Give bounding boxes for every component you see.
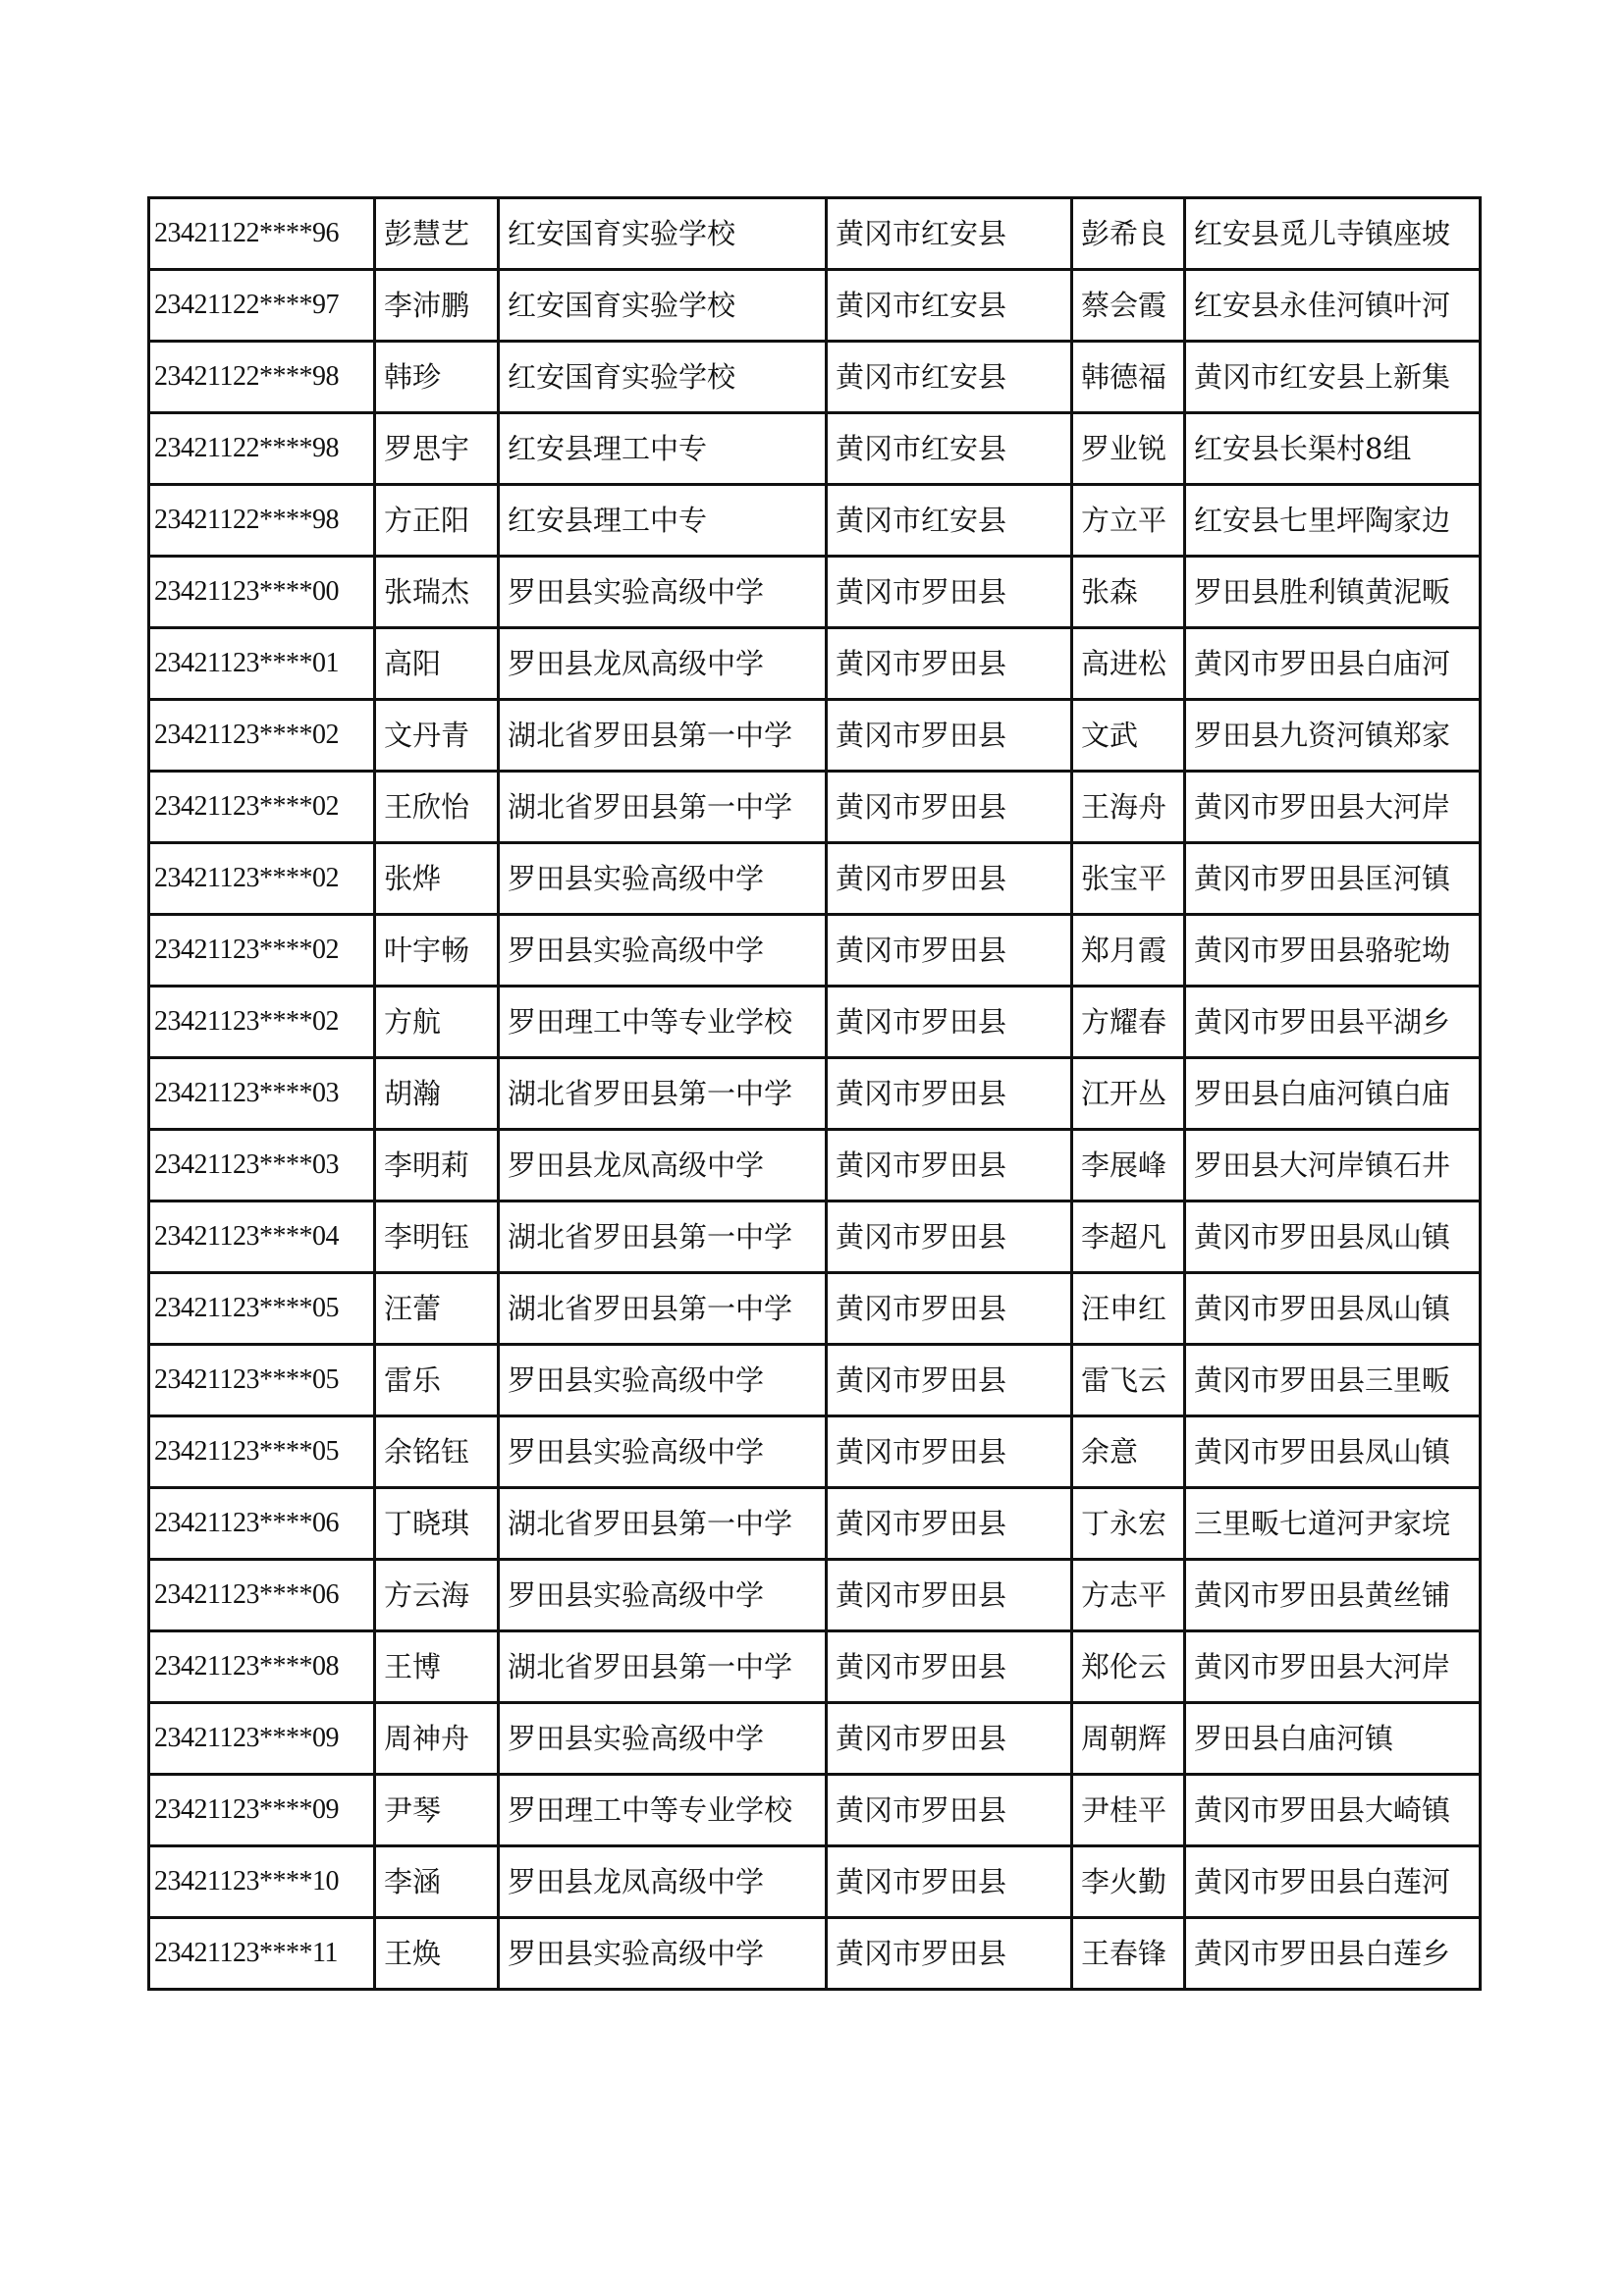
student-id-cell: 23421122****98 bbox=[149, 342, 375, 413]
table-row bbox=[149, 915, 1481, 987]
table-row bbox=[149, 1273, 1481, 1345]
region-cell: 黄冈市罗田县 bbox=[827, 1488, 1072, 1560]
guardian-cell: 李超凡 bbox=[1072, 1201, 1185, 1273]
region-cell: 黄冈市红安县 bbox=[827, 342, 1072, 413]
student-id-cell: 23421123****03 bbox=[149, 1130, 375, 1201]
school-cell: 罗田县实验高级中学 bbox=[499, 1560, 827, 1631]
student-id-cell: 23421123****01 bbox=[149, 628, 375, 700]
guardian-cell: 方立平 bbox=[1072, 485, 1185, 557]
region-cell: 黄冈市罗田县 bbox=[827, 987, 1072, 1058]
address-cell: 黄冈市罗田县匡河镇 bbox=[1185, 843, 1481, 915]
student-name-cell: 李明莉 bbox=[375, 1130, 499, 1201]
school-cell: 罗田县实验高级中学 bbox=[499, 557, 827, 628]
student-name-cell: 张烨 bbox=[375, 843, 499, 915]
region-cell: 黄冈市罗田县 bbox=[827, 772, 1072, 843]
student-id-cell: 23421123****05 bbox=[149, 1273, 375, 1345]
student-id-cell: 23421123****05 bbox=[149, 1345, 375, 1416]
guardian-cell: 郑伦云 bbox=[1072, 1631, 1185, 1703]
address-cell: 红安县长渠村8组 bbox=[1185, 413, 1481, 485]
address-cell: 红安县永佳河镇叶河 bbox=[1185, 270, 1481, 342]
student-id-cell: 23421122****97 bbox=[149, 270, 375, 342]
student-name-cell: 雷乐 bbox=[375, 1345, 499, 1416]
guardian-cell: 雷飞云 bbox=[1072, 1345, 1185, 1416]
table-row bbox=[149, 413, 1481, 485]
table-row bbox=[149, 485, 1481, 557]
guardian-cell: 余意 bbox=[1072, 1416, 1185, 1488]
guardian-cell: 高进松 bbox=[1072, 628, 1185, 700]
school-cell: 罗田理工中等专业学校 bbox=[499, 987, 827, 1058]
address-cell: 黄冈市罗田县骆驼坳 bbox=[1185, 915, 1481, 987]
student-name-cell: 王欣怡 bbox=[375, 772, 499, 843]
school-cell: 湖北省罗田县第一中学 bbox=[499, 700, 827, 772]
table-row bbox=[149, 1775, 1481, 1846]
student-name-cell: 罗思宇 bbox=[375, 413, 499, 485]
student-name-cell: 余铭钰 bbox=[375, 1416, 499, 1488]
table-row bbox=[149, 1345, 1481, 1416]
region-cell: 黄冈市罗田县 bbox=[827, 1416, 1072, 1488]
region-cell: 黄冈市罗田县 bbox=[827, 1846, 1072, 1918]
address-cell: 黄冈市罗田县白庙河 bbox=[1185, 628, 1481, 700]
guardian-cell: 丁永宏 bbox=[1072, 1488, 1185, 1560]
student-name-cell: 叶宇畅 bbox=[375, 915, 499, 987]
address-cell: 三里畈七道河尹家垸 bbox=[1185, 1488, 1481, 1560]
school-cell: 湖北省罗田县第一中学 bbox=[499, 1058, 827, 1130]
guardian-cell: 李火勤 bbox=[1072, 1846, 1185, 1918]
student-name-cell: 丁晓琪 bbox=[375, 1488, 499, 1560]
region-cell: 黄冈市红安县 bbox=[827, 413, 1072, 485]
table-row bbox=[149, 557, 1481, 628]
student-roster-table bbox=[147, 196, 1482, 1991]
guardian-cell: 文武 bbox=[1072, 700, 1185, 772]
student-id-cell: 23421123****05 bbox=[149, 1416, 375, 1488]
address-cell: 黄冈市罗田县大河岸 bbox=[1185, 772, 1481, 843]
table-row bbox=[149, 198, 1481, 270]
region-cell: 黄冈市罗田县 bbox=[827, 628, 1072, 700]
region-cell: 黄冈市罗田县 bbox=[827, 1631, 1072, 1703]
region-cell: 黄冈市罗田县 bbox=[827, 700, 1072, 772]
region-cell: 黄冈市红安县 bbox=[827, 198, 1072, 270]
student-id-cell: 23421123****04 bbox=[149, 1201, 375, 1273]
guardian-cell: 周朝辉 bbox=[1072, 1703, 1185, 1775]
school-cell: 罗田县实验高级中学 bbox=[499, 843, 827, 915]
table-row bbox=[149, 700, 1481, 772]
school-cell: 罗田县龙凤高级中学 bbox=[499, 628, 827, 700]
school-cell: 湖北省罗田县第一中学 bbox=[499, 772, 827, 843]
school-cell: 罗田县实验高级中学 bbox=[499, 915, 827, 987]
address-cell: 黄冈市罗田县三里畈 bbox=[1185, 1345, 1481, 1416]
school-cell: 红安国育实验学校 bbox=[499, 270, 827, 342]
student-name-cell: 彭慧艺 bbox=[375, 198, 499, 270]
region-cell: 黄冈市罗田县 bbox=[827, 1345, 1072, 1416]
school-cell: 罗田理工中等专业学校 bbox=[499, 1775, 827, 1846]
student-name-cell: 张瑞杰 bbox=[375, 557, 499, 628]
guardian-cell: 张宝平 bbox=[1072, 843, 1185, 915]
table-row bbox=[149, 1488, 1481, 1560]
student-name-cell: 方正阳 bbox=[375, 485, 499, 557]
region-cell: 黄冈市红安县 bbox=[827, 485, 1072, 557]
guardian-cell: 罗业锐 bbox=[1072, 413, 1185, 485]
address-cell: 罗田县大河岸镇石井 bbox=[1185, 1130, 1481, 1201]
address-cell: 罗田县胜利镇黄泥畈 bbox=[1185, 557, 1481, 628]
table-row bbox=[149, 1130, 1481, 1201]
school-cell: 罗田县实验高级中学 bbox=[499, 1703, 827, 1775]
school-cell: 罗田县龙凤高级中学 bbox=[499, 1846, 827, 1918]
table-row bbox=[149, 1416, 1481, 1488]
student-id-cell: 23421123****09 bbox=[149, 1775, 375, 1846]
school-cell: 罗田县实验高级中学 bbox=[499, 1345, 827, 1416]
student-id-cell: 23421122****98 bbox=[149, 413, 375, 485]
address-cell: 红安县七里坪陶家边 bbox=[1185, 485, 1481, 557]
student-id-cell: 23421123****02 bbox=[149, 915, 375, 987]
school-cell: 红安国育实验学校 bbox=[499, 198, 827, 270]
address-cell: 黄冈市罗田县白莲乡 bbox=[1185, 1918, 1481, 1990]
guardian-cell: 郑月霞 bbox=[1072, 915, 1185, 987]
guardian-cell: 彭希良 bbox=[1072, 198, 1185, 270]
school-cell: 罗田县实验高级中学 bbox=[499, 1416, 827, 1488]
table-row bbox=[149, 1846, 1481, 1918]
address-cell: 黄冈市罗田县大崎镇 bbox=[1185, 1775, 1481, 1846]
student-id-cell: 23421123****02 bbox=[149, 772, 375, 843]
table-row bbox=[149, 1560, 1481, 1631]
student-id-cell: 23421123****02 bbox=[149, 700, 375, 772]
student-id-cell: 23421123****11 bbox=[149, 1918, 375, 1990]
student-id-cell: 23421123****08 bbox=[149, 1631, 375, 1703]
student-name-cell: 方云海 bbox=[375, 1560, 499, 1631]
region-cell: 黄冈市罗田县 bbox=[827, 557, 1072, 628]
student-id-cell: 23421123****10 bbox=[149, 1846, 375, 1918]
student-name-cell: 方航 bbox=[375, 987, 499, 1058]
school-cell: 湖北省罗田县第一中学 bbox=[499, 1201, 827, 1273]
student-id-cell: 23421123****06 bbox=[149, 1488, 375, 1560]
guardian-cell: 张森 bbox=[1072, 557, 1185, 628]
student-id-cell: 23421122****98 bbox=[149, 485, 375, 557]
student-name-cell: 高阳 bbox=[375, 628, 499, 700]
address-cell: 罗田县九资河镇郑家 bbox=[1185, 700, 1481, 772]
student-id-cell: 23421123****02 bbox=[149, 843, 375, 915]
guardian-cell: 方志平 bbox=[1072, 1560, 1185, 1631]
student-name-cell: 王焕 bbox=[375, 1918, 499, 1990]
table-row bbox=[149, 1201, 1481, 1273]
region-cell: 黄冈市罗田县 bbox=[827, 1273, 1072, 1345]
region-cell: 黄冈市罗田县 bbox=[827, 1058, 1072, 1130]
address-cell: 黄冈市罗田县大河岸 bbox=[1185, 1631, 1481, 1703]
school-cell: 红安县理工中专 bbox=[499, 413, 827, 485]
region-cell: 黄冈市罗田县 bbox=[827, 1560, 1072, 1631]
table-row bbox=[149, 1058, 1481, 1130]
region-cell: 黄冈市罗田县 bbox=[827, 1130, 1072, 1201]
guardian-cell: 蔡会霞 bbox=[1072, 270, 1185, 342]
guardian-cell: 王海舟 bbox=[1072, 772, 1185, 843]
address-cell: 罗田县白庙河镇白庙 bbox=[1185, 1058, 1481, 1130]
student-name-cell: 韩珍 bbox=[375, 342, 499, 413]
region-cell: 黄冈市罗田县 bbox=[827, 915, 1072, 987]
guardian-cell: 汪申红 bbox=[1072, 1273, 1185, 1345]
school-cell: 湖北省罗田县第一中学 bbox=[499, 1273, 827, 1345]
address-cell: 黄冈市罗田县黄丝铺 bbox=[1185, 1560, 1481, 1631]
student-name-cell: 汪蕾 bbox=[375, 1273, 499, 1345]
student-name-cell: 周神舟 bbox=[375, 1703, 499, 1775]
table-row bbox=[149, 628, 1481, 700]
address-cell: 红安县觅儿寺镇座坡 bbox=[1185, 198, 1481, 270]
guardian-cell: 李展峰 bbox=[1072, 1130, 1185, 1201]
table-row bbox=[149, 843, 1481, 915]
address-cell: 黄冈市罗田县凤山镇 bbox=[1185, 1201, 1481, 1273]
guardian-cell: 方耀春 bbox=[1072, 987, 1185, 1058]
guardian-cell: 尹桂平 bbox=[1072, 1775, 1185, 1846]
table-row bbox=[149, 1918, 1481, 1990]
student-name-cell: 李沛鹏 bbox=[375, 270, 499, 342]
guardian-cell: 江开丛 bbox=[1072, 1058, 1185, 1130]
address-cell: 黄冈市罗田县凤山镇 bbox=[1185, 1273, 1481, 1345]
student-name-cell: 文丹青 bbox=[375, 700, 499, 772]
table-row bbox=[149, 1703, 1481, 1775]
student-id-cell: 23421123****03 bbox=[149, 1058, 375, 1130]
guardian-cell: 王春锋 bbox=[1072, 1918, 1185, 1990]
roster-body bbox=[149, 198, 1481, 1990]
student-id-cell: 23421123****00 bbox=[149, 557, 375, 628]
student-name-cell: 李明钰 bbox=[375, 1201, 499, 1273]
table-row bbox=[149, 987, 1481, 1058]
region-cell: 黄冈市罗田县 bbox=[827, 1918, 1072, 1990]
address-cell: 黄冈市罗田县平湖乡 bbox=[1185, 987, 1481, 1058]
address-cell: 黄冈市罗田县凤山镇 bbox=[1185, 1416, 1481, 1488]
address-cell: 黄冈市罗田县白莲河 bbox=[1185, 1846, 1481, 1918]
school-cell: 红安国育实验学校 bbox=[499, 342, 827, 413]
student-name-cell: 胡瀚 bbox=[375, 1058, 499, 1130]
address-cell: 黄冈市红安县上新集 bbox=[1185, 342, 1481, 413]
school-cell: 罗田县龙凤高级中学 bbox=[499, 1130, 827, 1201]
school-cell: 湖北省罗田县第一中学 bbox=[499, 1631, 827, 1703]
table-row bbox=[149, 772, 1481, 843]
table-row bbox=[149, 1631, 1481, 1703]
guardian-cell: 韩德福 bbox=[1072, 342, 1185, 413]
region-cell: 黄冈市罗田县 bbox=[827, 1775, 1072, 1846]
school-cell: 罗田县实验高级中学 bbox=[499, 1918, 827, 1990]
student-name-cell: 尹琴 bbox=[375, 1775, 499, 1846]
student-id-cell: 23421123****02 bbox=[149, 987, 375, 1058]
region-cell: 黄冈市红安县 bbox=[827, 270, 1072, 342]
school-cell: 湖北省罗田县第一中学 bbox=[499, 1488, 827, 1560]
address-cell: 罗田县白庙河镇 bbox=[1185, 1703, 1481, 1775]
student-id-cell: 23421123****06 bbox=[149, 1560, 375, 1631]
student-id-cell: 23421123****09 bbox=[149, 1703, 375, 1775]
table-row bbox=[149, 270, 1481, 342]
region-cell: 黄冈市罗田县 bbox=[827, 1703, 1072, 1775]
school-cell: 红安县理工中专 bbox=[499, 485, 827, 557]
student-name-cell: 李涵 bbox=[375, 1846, 499, 1918]
region-cell: 黄冈市罗田县 bbox=[827, 843, 1072, 915]
student-id-cell: 23421122****96 bbox=[149, 198, 375, 270]
table-row bbox=[149, 342, 1481, 413]
student-name-cell: 王博 bbox=[375, 1631, 499, 1703]
region-cell: 黄冈市罗田县 bbox=[827, 1201, 1072, 1273]
